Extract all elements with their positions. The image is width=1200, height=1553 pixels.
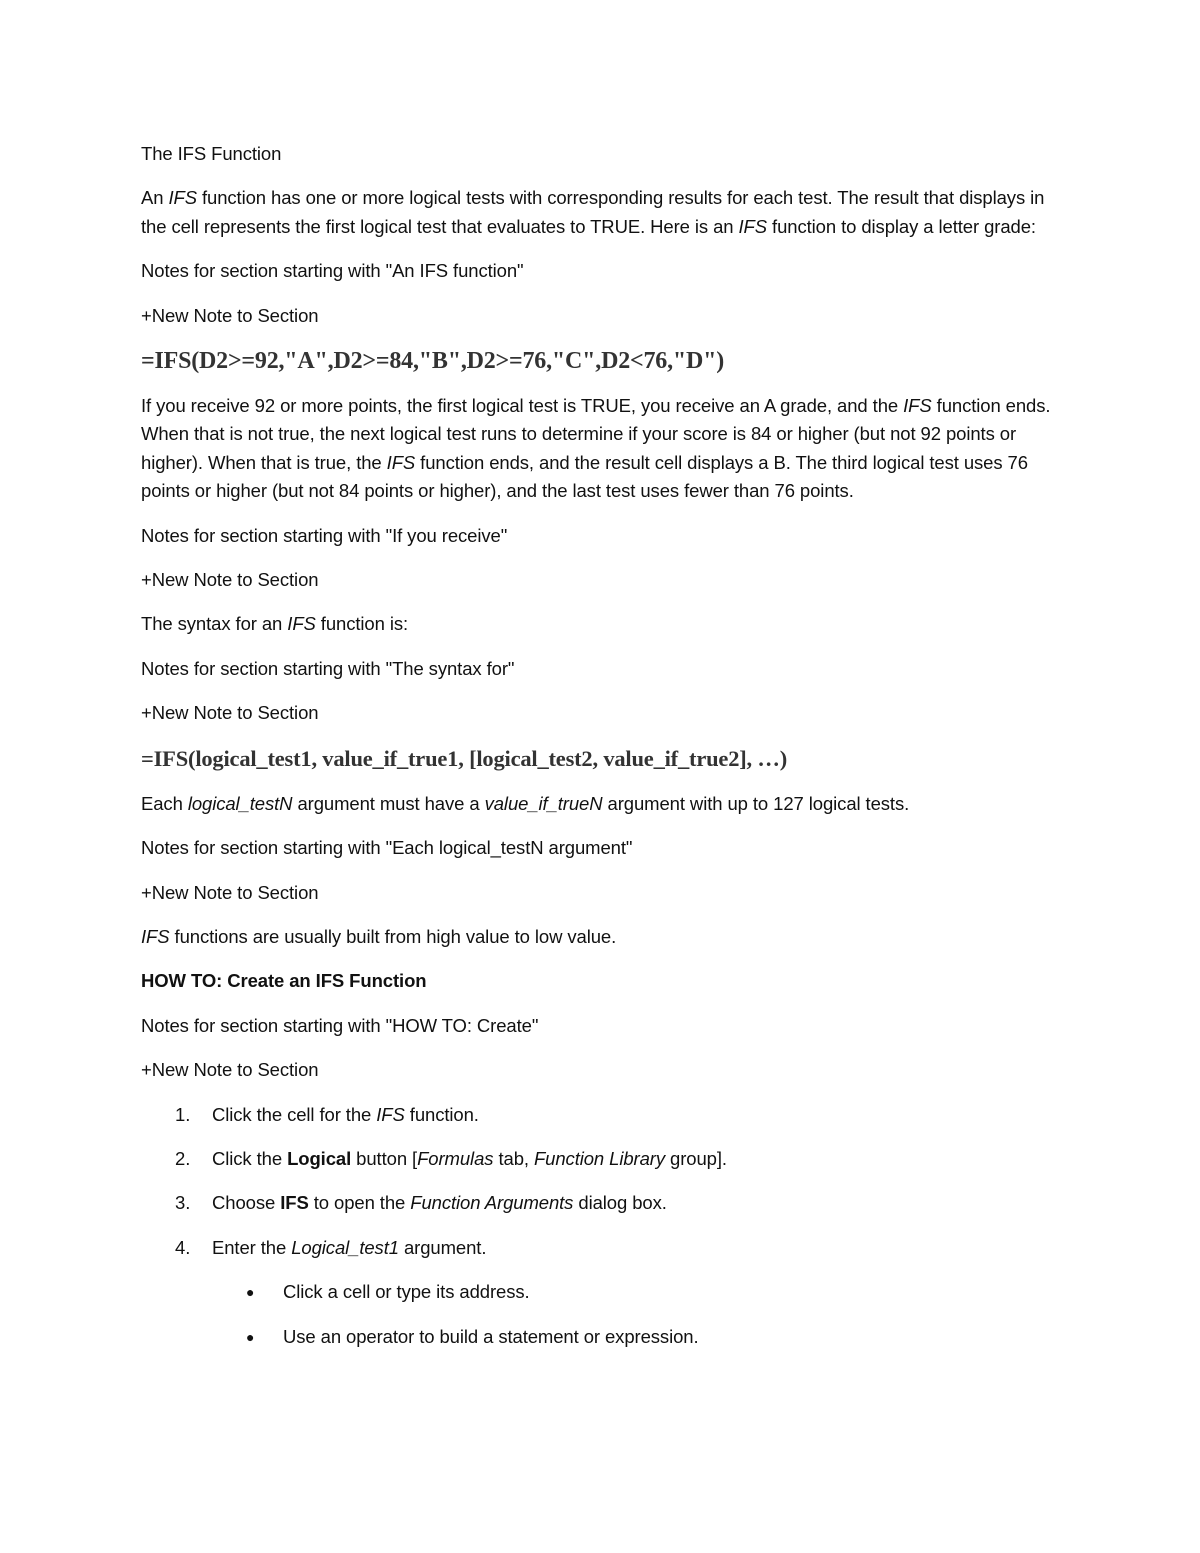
ifs-term: IFS (168, 187, 197, 209)
step-text: argument. (398, 1236, 487, 1258)
intro-text: function to display a letter grade: (767, 215, 1036, 237)
step-text: function. (404, 1103, 479, 1125)
order-text: functions are usually built from high value to low value. (169, 925, 617, 947)
step-text: to open the (308, 1192, 411, 1214)
new-note-button[interactable]: +New Note to Section (141, 304, 319, 326)
arguments-text: argument must have a (292, 792, 485, 814)
step-item (141, 1145, 1061, 1173)
bullet-item (141, 1278, 1061, 1306)
bullet-text: Use an operator to build a statement or expression. (283, 1325, 699, 1347)
logical-test-term: logical_testN (187, 792, 293, 814)
step-item (141, 1101, 1061, 1129)
explanation-text: function ends. When that is not true, the next logical test runs to determine if your score is 84 or higher (but not 92 points or higher). When that is true, the (141, 395, 1051, 473)
ifs-term: IFS (287, 613, 316, 635)
howto-heading: HOW TO: Create an IFS Function (141, 970, 427, 992)
logical-test1-term: Logical_test1 (291, 1236, 399, 1258)
step-text: Click the cell for the (212, 1103, 377, 1125)
step-text: Click the (212, 1147, 288, 1169)
section-notes-header: Notes for section starting with "HOW TO: Create" (141, 1014, 539, 1036)
step-text: Enter the (212, 1236, 292, 1258)
ifs-term: IFS (376, 1103, 405, 1125)
ifs-term: IFS (386, 451, 416, 473)
new-note-button[interactable]: +New Note to Section (141, 881, 319, 903)
formula-syntax: =IFS(logical_test1, value_if_true1, [logical_test2, value_if_true2], …) (141, 745, 787, 771)
bullet-text: Click a cell or type its address. (283, 1281, 530, 1303)
step-text: tab, (493, 1147, 534, 1169)
logical-button-term: Logical (287, 1147, 352, 1169)
step-number: 4. (175, 1236, 191, 1258)
bullet-icon: ● (246, 1328, 255, 1345)
step-text: dialog box. (573, 1192, 667, 1214)
document-page (141, 140, 1061, 1367)
function-library-term: Function Library (533, 1147, 666, 1169)
ifs-term: IFS (738, 215, 767, 237)
step-text: group]. (665, 1147, 727, 1169)
step-number: 1. (175, 1103, 191, 1125)
intro-text: function has one or more logical tests with corresponding results for each test. The result that displays in the cell represents the first logical test that evaluates to TRUE. Here is an (141, 187, 1045, 237)
formula-example: =IFS(D2>=92,"A",D2>=84,"B",D2>=76,"C",D2<76,"D") (141, 348, 725, 375)
new-note-button[interactable]: +New Note to Section (141, 702, 319, 724)
explanation-text: function ends, and the result cell displays a B. The third logical test uses 76 points or higher (but not 84 points or higher), and the last test uses fewer than 76 points. (141, 451, 1028, 502)
step-item (141, 1189, 1061, 1217)
step-item (141, 1234, 1061, 1262)
intro-text: An (141, 187, 169, 209)
section-notes-header: Notes for section starting with "Each logical_testN argument" (141, 837, 633, 859)
order-paragraph (141, 923, 1061, 951)
step-number: 3. (175, 1192, 191, 1214)
new-note-button[interactable]: +New Note to Section (141, 569, 319, 591)
step-4-bullets (141, 1278, 1061, 1351)
formulas-tab-term: Formulas (417, 1147, 494, 1169)
section-notes-header: Notes for section starting with "The syntax for" (141, 657, 515, 679)
ifs-term: IFS (280, 1192, 309, 1214)
step-text: Choose (212, 1192, 281, 1214)
bullet-icon: ● (246, 1284, 255, 1301)
ifs-term: IFS (141, 925, 170, 947)
arguments-text: Each (141, 792, 188, 814)
bullet-item (141, 1323, 1061, 1351)
explanation-paragraph (141, 392, 1061, 506)
syntax-text: function is: (315, 613, 409, 635)
section-notes-header: Notes for section starting with "An IFS function" (141, 260, 524, 282)
syntax-intro (141, 610, 1061, 638)
ifs-term: IFS (903, 395, 932, 417)
step-number: 2. (175, 1147, 191, 1169)
new-note-button[interactable]: +New Note to Section (141, 1059, 319, 1081)
arguments-text: argument with up to 127 logical tests. (602, 792, 910, 814)
arguments-paragraph (141, 790, 1061, 818)
step-text: button [ (351, 1147, 418, 1169)
syntax-text: The syntax for an (141, 613, 288, 635)
function-arguments-term: Function Arguments (410, 1192, 574, 1214)
howto-steps (141, 1101, 1061, 1263)
value-if-true-term: value_if_trueN (484, 792, 603, 814)
explanation-text: If you receive 92 or more points, the first logical test is TRUE, you receive an A grade, and the (141, 395, 904, 417)
page-title: The IFS Function (141, 143, 282, 164)
intro-paragraph (141, 184, 1061, 241)
section-notes-header: Notes for section starting with "If you receive" (141, 524, 508, 546)
